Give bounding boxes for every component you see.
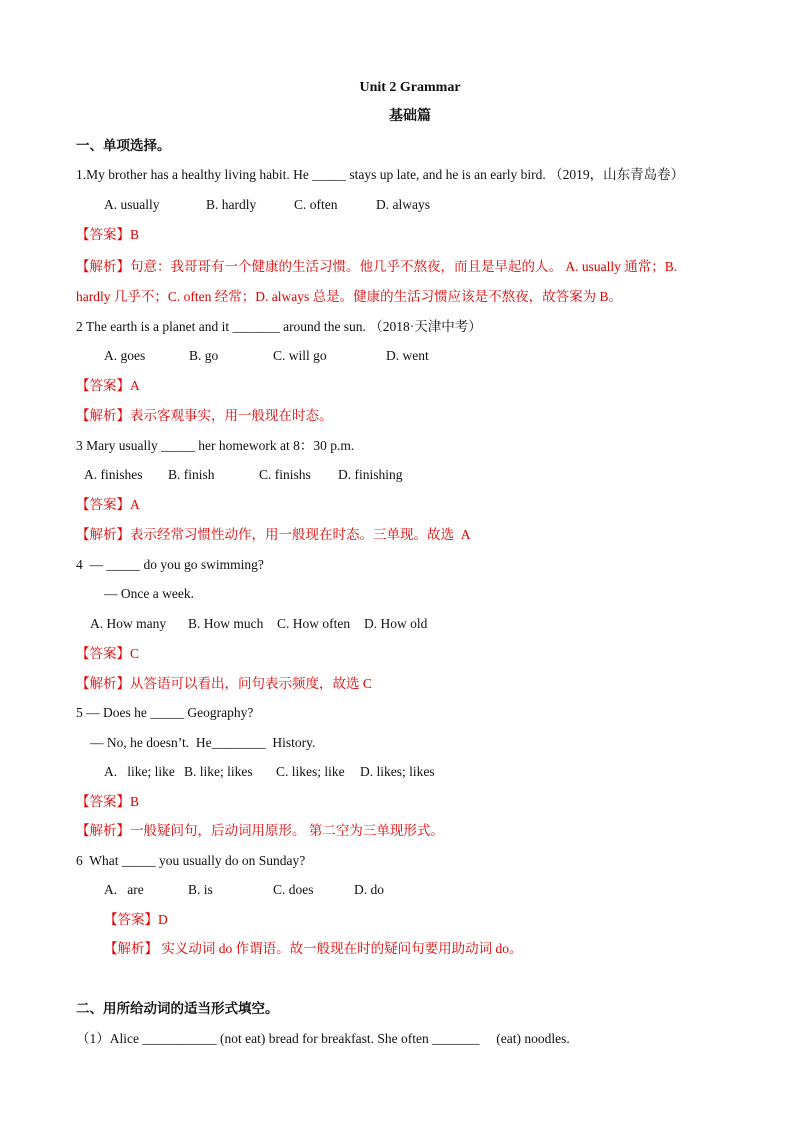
question-2-option-d: D. went (386, 348, 429, 363)
question-4-analysis: 【解析】从答语可以看出，问句表示频度，故选 C (76, 676, 372, 691)
question-5-option-a: A. like; like (104, 764, 175, 779)
question-3-option-a: A. finishes (84, 467, 143, 482)
question-5-option-b: B. like; likes (184, 764, 253, 779)
question-5-answer: 【答案】B (76, 794, 140, 809)
question-4-option-a: A. How many (90, 616, 167, 631)
question-1-option-a: A. usually (104, 197, 160, 212)
question-4-answer: 【答案】C (76, 646, 140, 661)
question-3-option-c: C. finishs (259, 467, 311, 482)
question-2-stem: 2 The earth is a planet and it _______ around the sun. （2018·天津中考） (76, 319, 482, 334)
question-3-option-b: B. finish (168, 467, 215, 482)
question-3-answer: 【答案】A (76, 497, 140, 512)
question-2-answer: 【答案】A (76, 378, 140, 393)
question-3-option-d: D. finishing (338, 467, 403, 482)
question-4-option-c: C. How often (277, 616, 351, 631)
section2-question-1: （1）Alice ___________ (not eat) bread for breakfast. She often _______ (eat) noodles. (76, 1031, 570, 1046)
question-4-option-d: D. How old (364, 616, 428, 631)
section1-heading: 一、单项选择。 (76, 138, 171, 153)
question-2-analysis: 【解析】表示客观事实，用一般现在时态。 (76, 408, 333, 423)
question-3-stem: 3 Mary usually _____ her homework at 8：30 p.m. (76, 438, 355, 453)
document-subtitle: 基础篇 (389, 109, 431, 124)
question-2-option-b: B. go (189, 348, 219, 363)
question-2-option-a: A. goes (104, 348, 146, 363)
question-1-answer: 【答案】B (76, 227, 140, 242)
question-1-analysis-line1: 【解析】句意：我哥哥有一个健康的生活习惯。他几乎不熬夜，而且是早起的人。 A. usually 通常；B. (76, 259, 678, 274)
question-5-analysis: 【解析】一般疑问句，后动词用原形。 第二空为三单现形式。 (76, 823, 444, 838)
question-6-answer: 【答案】D (104, 912, 168, 927)
question-1-option-c: C. often (294, 197, 338, 212)
question-5-option-d: D. likes; likes (360, 764, 435, 779)
question-2-option-c: C. will go (273, 348, 327, 363)
question-4-option-b: B. How much (188, 616, 264, 631)
document-title: Unit 2 Grammar (359, 80, 461, 95)
question-4-stem: 4 — _____ do you go swimming? (76, 557, 264, 572)
question-6-analysis: 【解析】 实义动词 do 作谓语。故一般现在时的疑问句要用助动词 do。 (104, 941, 523, 956)
question-6-option-b: B. is (188, 882, 213, 897)
question-1-option-d: D. always (376, 197, 430, 212)
question-5-stem: 5 — Does he _____ Geography? (76, 705, 254, 720)
question-6-option-d: D. do (354, 882, 384, 897)
question-1-analysis-line2: hardly 几乎不；C. often 经常；D. always 总是。健康的生活习惯应该是不熬夜，故答案为 B。 (76, 289, 622, 304)
question-6-option-a: A. are (104, 882, 144, 897)
section2-heading: 二、用所给动词的适当形式填空。 (76, 1001, 279, 1016)
question-6-stem: 6 What _____ you usually do on Sunday? (76, 853, 306, 868)
question-6-option-c: C. does (273, 882, 314, 897)
question-3-analysis: 【解析】表示经常习惯性动作，用一般现在时态。三单现。故选 A (76, 527, 471, 542)
question-1-option-b: B. hardly (206, 197, 257, 212)
question-1-stem: 1.My brother has a healthy living habit. He _____ stays up late, and he is an early bird. （2019，山东青岛卷） (76, 167, 685, 182)
question-5-option-c: C. likes; like (276, 764, 345, 779)
question-5-reply: — No, he doesn’t. He________ History. (90, 735, 316, 750)
question-4-reply: — Once a week. (104, 586, 194, 601)
